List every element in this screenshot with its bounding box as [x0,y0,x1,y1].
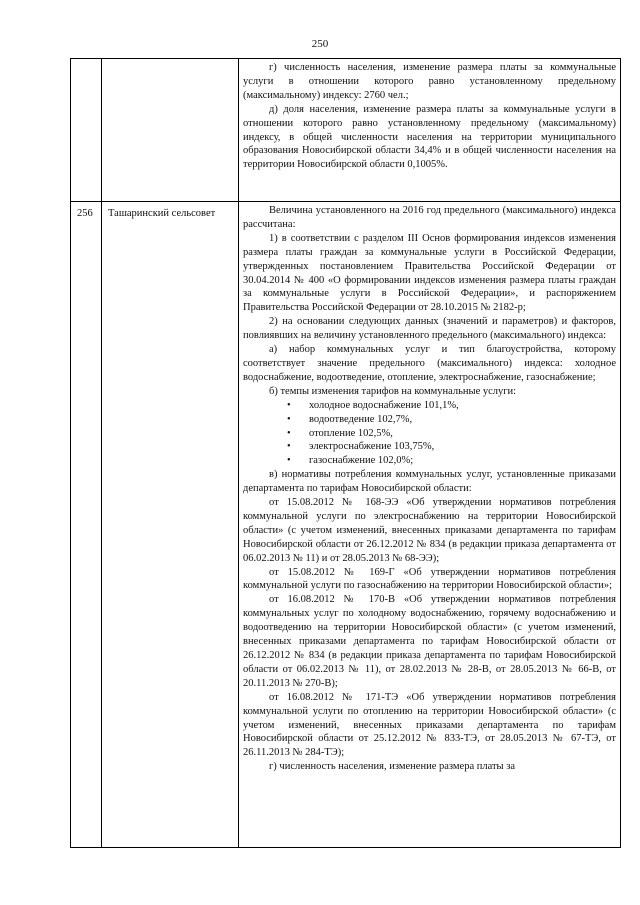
page-number: 250 [311,38,329,50]
paragraph-services: а) набор коммунальных услуг и тип благоустройства, которому соответствует значение предельного (максимального) индекса: холодное водоснабжение, водоотведение, отопление, электроснабжение, газоснабжение; [243,344,616,383]
paragraph-order-water: от 16.08.2012 № 170-В «Об утверждении нормативов потребления коммунальных услуг по холодному водоснабжению, горячему водоснабжению и водоотведению на территории Новосибирской области» (с учетом изменений, внесенных приказами департамента по тарифам Новосибирской области от 26.12.2012 № 834 (в редакции приказа департамента по тарифам Новосибирской области от 06.02.2013 № 11), от 28.02.2013 № 28-В, от 28.05.2013 № 66-В, от 20.11.2013 № 270-В); [243,594,616,689]
paragraph-order-electricity: от 15.08.2012 № 168-ЭЭ «Об утверждении нормативов потребления коммунальной услуги по электроснабжению на территории Новосибирской области» (с учетом изменений, внесенных приказами департамента по тарифам Новосибирской области от 26.12.2012 № 834 (в редакции приказа департамента от 06.02.2013 № 11) и от 28.05.2013 № 68-ЭЭ); [243,497,616,564]
description-cell [239,202,621,848]
paragraph-intro: Величина установленного на 2016 год предельного (максимального) индекса рассчитана: [243,205,616,230]
settlement-cell [102,59,239,202]
number-cell [71,202,102,848]
paragraph-factors: 2) на основании следующих данных (значений и параметров) и факторов, повлиявших на величину установленного предельного (максимального) индекса: [243,316,616,342]
list-item: • водоотведение 102,7%, [243,413,616,427]
paragraph-basis: 1) в соответствии с разделом III Основ формирования индексов изменения размера платы граждан за коммунальные услуги в Российской Федерации, утвержденных постановлением Правительства Российской Федерации от 30.04.2014 № 400 «О формировании индексов изменения размера платы граждан за коммунальные услуги в Российской Федерации», и распоряжением Правительства Российской Федерации от 28.10.2015 № 2182-р; [243,232,616,314]
settlement-cell [102,202,239,848]
paragraph-norms: в) нормативы потребления коммунальных услуг, установленные приказами департамента по тарифам Новосибирской области: [243,469,616,495]
number-cell [71,59,102,202]
list-item: • отопление 102,5%, [243,427,616,441]
table-row-continued [71,59,621,202]
row-number: 256 [77,208,93,219]
paragraph-order-gas: от 15.08.2012 № 169-Г «Об утверждении нормативов потребления коммунальной услуги по газоснабжению на территории Новосибирской области»; [243,566,616,592]
paragraph-tariffs: б) темпы изменения тарифов на коммунальные услуги: [269,385,517,397]
list-item: • газоснабжение 102,0%; [243,454,616,468]
description-cell [239,59,621,202]
paragraph-population-share: д) доля населения, изменение размера платы за коммунальные услуги в отношении которого равно установленному предельному (максимальному) индексу, в общей численности населения на территории муниципального образования Новосибирской области 34,4% и в общей численности населения на территории Новосибирской области 0,1005%. [243,103,616,171]
list-item: • электроснабжение 103,75%, [243,440,616,454]
list-item: • холодное водоснабжение 101,1%, [243,399,616,413]
table-row-256 [71,202,621,848]
settlement-name: Ташаринский сельсовет [108,208,216,219]
paragraph-population: г) численность населения, изменение размера платы за коммунальные услуги в отношении которого равно установленному предельному (максимальному) индексу: 2760 чел.; [243,62,616,101]
tariff-list [243,399,616,469]
paragraph-population: г) численность населения, изменение размера платы за [269,761,516,773]
index-table [70,58,621,848]
paragraph-order-heating: от 16.08.2012 № 171-ТЭ «Об утверждении нормативов потребления коммунальной услуги по отоплению на территории Новосибирской области» (с учетом изменений, внесенных приказами департамента по тарифам Новосибирской области от 25.12.2012 № 833-ТЭ, от 28.05.2013 № 67-ТЭ, от 26.11.2013 № 284-ТЭ); [243,691,616,759]
